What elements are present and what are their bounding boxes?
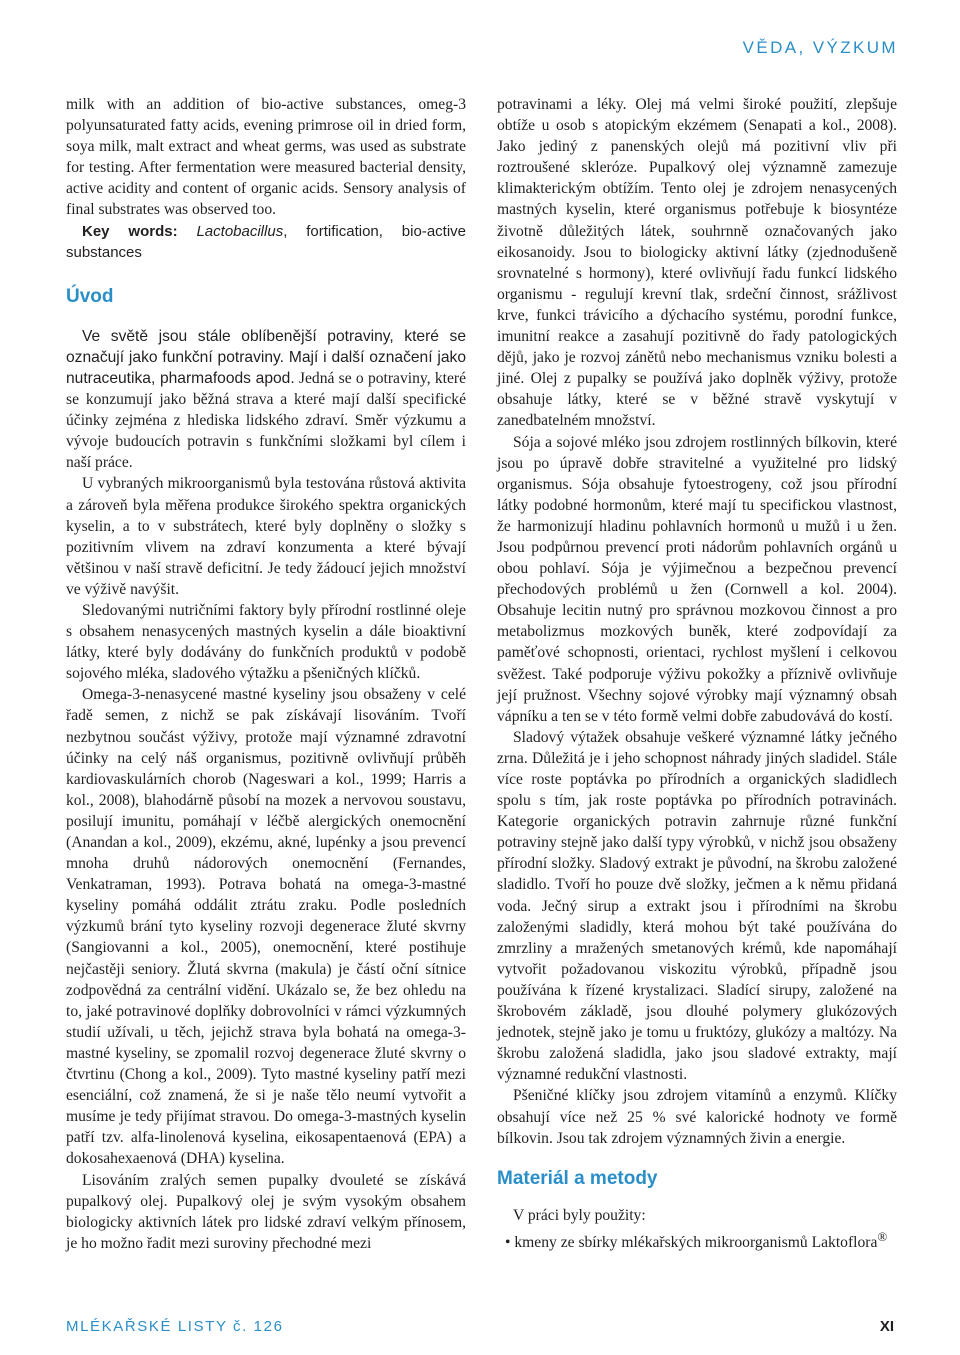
paragraph: Sladový výtažek obsahuje veškeré významné látky ječného zrna. Důležitá je i jeho schopnost náhrady jiných sladidel. Stále více roste poptávka po přírodních a organických sladidlech spolu s tím, jak roste poptávka po přírodních potravinách. Kategorie organických potravin zahrnuje různé funkční potraviny stejně jako další typy výrobků, v nichž jsou obsaženy přírodní složky. Sladový extrakt je původní, na škrobu založené sladidlo. Tvoří ho pouze dvě složky, ječmen a k němu přidaná voda. Ječný sirup a extrakt jsou i přírodními na škrobu založenými sladidly, která mohou být také používána do zmrzliny a mražených smetanových krémů, kde napomáhají vytvořit požadovanou viskozitu výrobků, případně jsou používána k řízené krystalizaci. Sladící sirupy, založené na škrobovém základě, jsou dlouhé polymery glukózových jednotek, stejně jako je tomu u fruktózy, glukózy a maltózy. Na škrobu založená sladidla, jako jsou sladové extrakty, mají významné redukční vlastnosti. <box>497 728 897 1084</box>
journal-name: MLÉKAŘSKÉ LISTY č. 126 <box>66 1318 284 1335</box>
paragraph: Sója a sojové mléko jsou zdrojem rostlinných bílkovin, které jsou po úpravě dobře stravitelné a využitelné pro lidský organismus. Sója obsahuje fytoestrogeny, což jsou přírodní látky podobné hormonům, které mají tu specifickou vlastnost, že harmonizují hladinu pohlavních hormonů u mužů i u žen. Jsou podpůrnou prevencí proti nádorům pohlavních orgánů u obou pohlaví. Sója je výjimečnou a bezpečnou prevencí přechodových problémů u žen (Cornwell a kol. 2004). Obsahuje lecitin nutný pro správnou mozkovou činnost a pro metabolizmus mozkových buněk, které zodpovídají za paměťové schopnosti, orientaci, rychlost myšlení i celkovou svěžest. Také podporuje výživu pokožky a příznivě ovlivňuje její pružnost. Všechny sojové výrobky mají významný obsah vápníku a ten se v této formě velmi dobře zabudovává do kostí. <box>497 433 897 725</box>
keywords-label: Key words: <box>82 222 178 240</box>
page-number: XI <box>879 1318 894 1335</box>
paragraph: Lisováním zralých semen pupalky dvouleté se získává pupalkový olej. Pupalkový olej je svým vysokým obsahem biologicky aktivních látek pro lidské zdraví velkým přínosem, je ho možno řadit mezi suroviny přechodné mezi <box>66 1171 466 1252</box>
section-label: VĚDA, VÝZKUM <box>742 38 898 57</box>
list-item-text: kmeny ze sbírky mlékařských mikroorganismů Laktoflora <box>514 1233 878 1251</box>
right-column <box>497 94 897 1253</box>
paragraph: U vybraných mikroorganismů byla testována růstová aktivita a zároveň byla měřena produkce širokého spektra organických kyselin, a to v substrátech, které byly doplněny o složky s pozitivním vlivem na zdraví konzumenta a které bývají většinou v naší stravě deficitní. Je tedy žádoucí jejich množství ve výživě navýšit. <box>66 475 466 598</box>
list-item: • kmeny ze sbírky mlékařských mikroorganismů Laktoflora® <box>505 1228 888 1251</box>
paragraph: Pšeničné klíčky jsou zdrojem vitamínů a enzymů. Klíčky obsahují více než 25 % své kalorické hodnoty ve formě bílkovin. Jsou tak zdrojem významných živin a energie. <box>497 1087 897 1147</box>
paragraph: V práci byly použity: <box>513 1206 646 1224</box>
keywords-italic: Lactobacillus <box>196 222 284 240</box>
section-heading-material: Materiál a metody <box>497 1167 658 1189</box>
abstract-text: milk with an addition of bio-active substances, omeg-3 polyunsaturated fatty acids, evening primrose oil in dried form, soya milk, malt extract and wheat germs, was used as substrate for testing. After fermentation were measured bacterial density, active acidity and content of organic acids. Sensory analysis of final substrates was observed too. <box>66 96 466 219</box>
paragraph-lead: Ve světě jsou stále oblíbenější potraviny, které se označují jako funkční potraviny. Mají i další označení jako nutraceutika, pharmafoods apod. <box>66 327 466 387</box>
registered-mark: ® <box>877 1228 888 1244</box>
paragraph-rest: Jedná se o potraviny, které se konzumují jako běžná strava a které mají další specifické účinky zejména z hlediska lidského zdraví. Směr výzkumu a vývoje budoucích potravin s funkčními složkami byl cílem i naší práce. <box>66 369 466 472</box>
paragraph: Sledovanými nutričními faktory byly přírodní rostlinné oleje s obsahem nenasycených mastných kyselin a dále bioaktivní látky, které byly dodávány do funkčních produktů v podobě sojového mléka, sladového výtažku a pšeničných klíčků. <box>66 601 466 683</box>
materials-list <box>497 1226 897 1253</box>
paragraph: Omega-3-nenasycené mastné kyseliny jsou obsaženy v celé řadě semen, z nichž se pak získávají lisováním. Tvoří nezbytnou součást výživy, protože mají významné zdravotní účinky na celý náš organismus, pozitivně ovlivňují průběh kardiovaskulárních chorob (Nageswari a kol., 1999; Harris a kol., 2008), blahodárně působí na mozek a nervovou soustavu, posilují imunitu, pomáhají v léčbě alergických onemocnění (Anandan a kol., 2009), ekzému, akné, lupénky a jsou prevencí mnoha druhů nádorových onemocnění (Fernandes, Venkatraman, 1993). Potrava bohatá na omega-3-mastné kyseliny pomáhá oddálit ztrátu zraku. Podle posledních výzkumů brání tyto kyseliny rozvoji degenerace žluté skvrny (Sangiovanni a kol., 2005), onemocnění, které postihuje nejčastěji seniory. Žlutá skvrna (makula) je částí oční sítnice zodpovědná za centrální vidění. Ukázalo se, že bez ohledu na to, jaké potravinové doplňky dobrovolníci v rámci výzkumných studií užívali, u těch, jejichž strava byla bohatá na omega-3-mastné kyseliny, se zpomalil rozvoj degenerace žluté skvrny o čtvrtinu (Chong a kol., 2009). Tyto mastné kyseliny patří mezi esenciální, což znamená, že si je naše tělo neumí vytvořit a musíme je tedy přijímat stravou. Do omega-3-mastných kyselin patří tzv. alfa-linolenová kyselina, eikosapentaenová (EPA) a dokosahexaenová (DHA) kyselina. <box>66 686 466 1168</box>
section-heading-uvod: Úvod <box>66 285 114 307</box>
paragraph: potravinami a léky. Olej má velmi široké použití, zlepšuje obtíže u osob s atopickým ekzémem (Senapati a kol., 2008). Jako jediný z panenských olejů má pozitivní vliv při roztroušené skleróze. Pupalkový olej významně zamezuje klimakterickým obtížím. Tento olej je zdrojem nenasycených mastných kyselin, které organismus potřebuje k biosyntéze životně důležitých látek, souhrnně označovaných jako eikosanoidy. Jsou to biologicky aktivní látky (zjednodušeně srovnatelné s hormony), které ovlivňují řadu funkcí lidského organismu - regulují krevní tlak, srdeční činnost, srážlivost krve, funkci trávicího a dýchacího systému, porodní funkce, imunitní reakce a zasahují pozitivně do řady patologických dějů, jako je rozvoj zánětů nebo mechanismus vzniku bolesti a jiné. Olej z pupalky se používá jako doplněk výživy, protože obsahuje látky, které se v běžné stravě vyskytují v zanedbatelném množství. <box>497 96 897 430</box>
left-column <box>66 94 466 1254</box>
keywords-rest: , fortification, bio-active substances <box>66 222 467 261</box>
paragraph <box>66 326 466 474</box>
keywords <box>66 221 466 263</box>
